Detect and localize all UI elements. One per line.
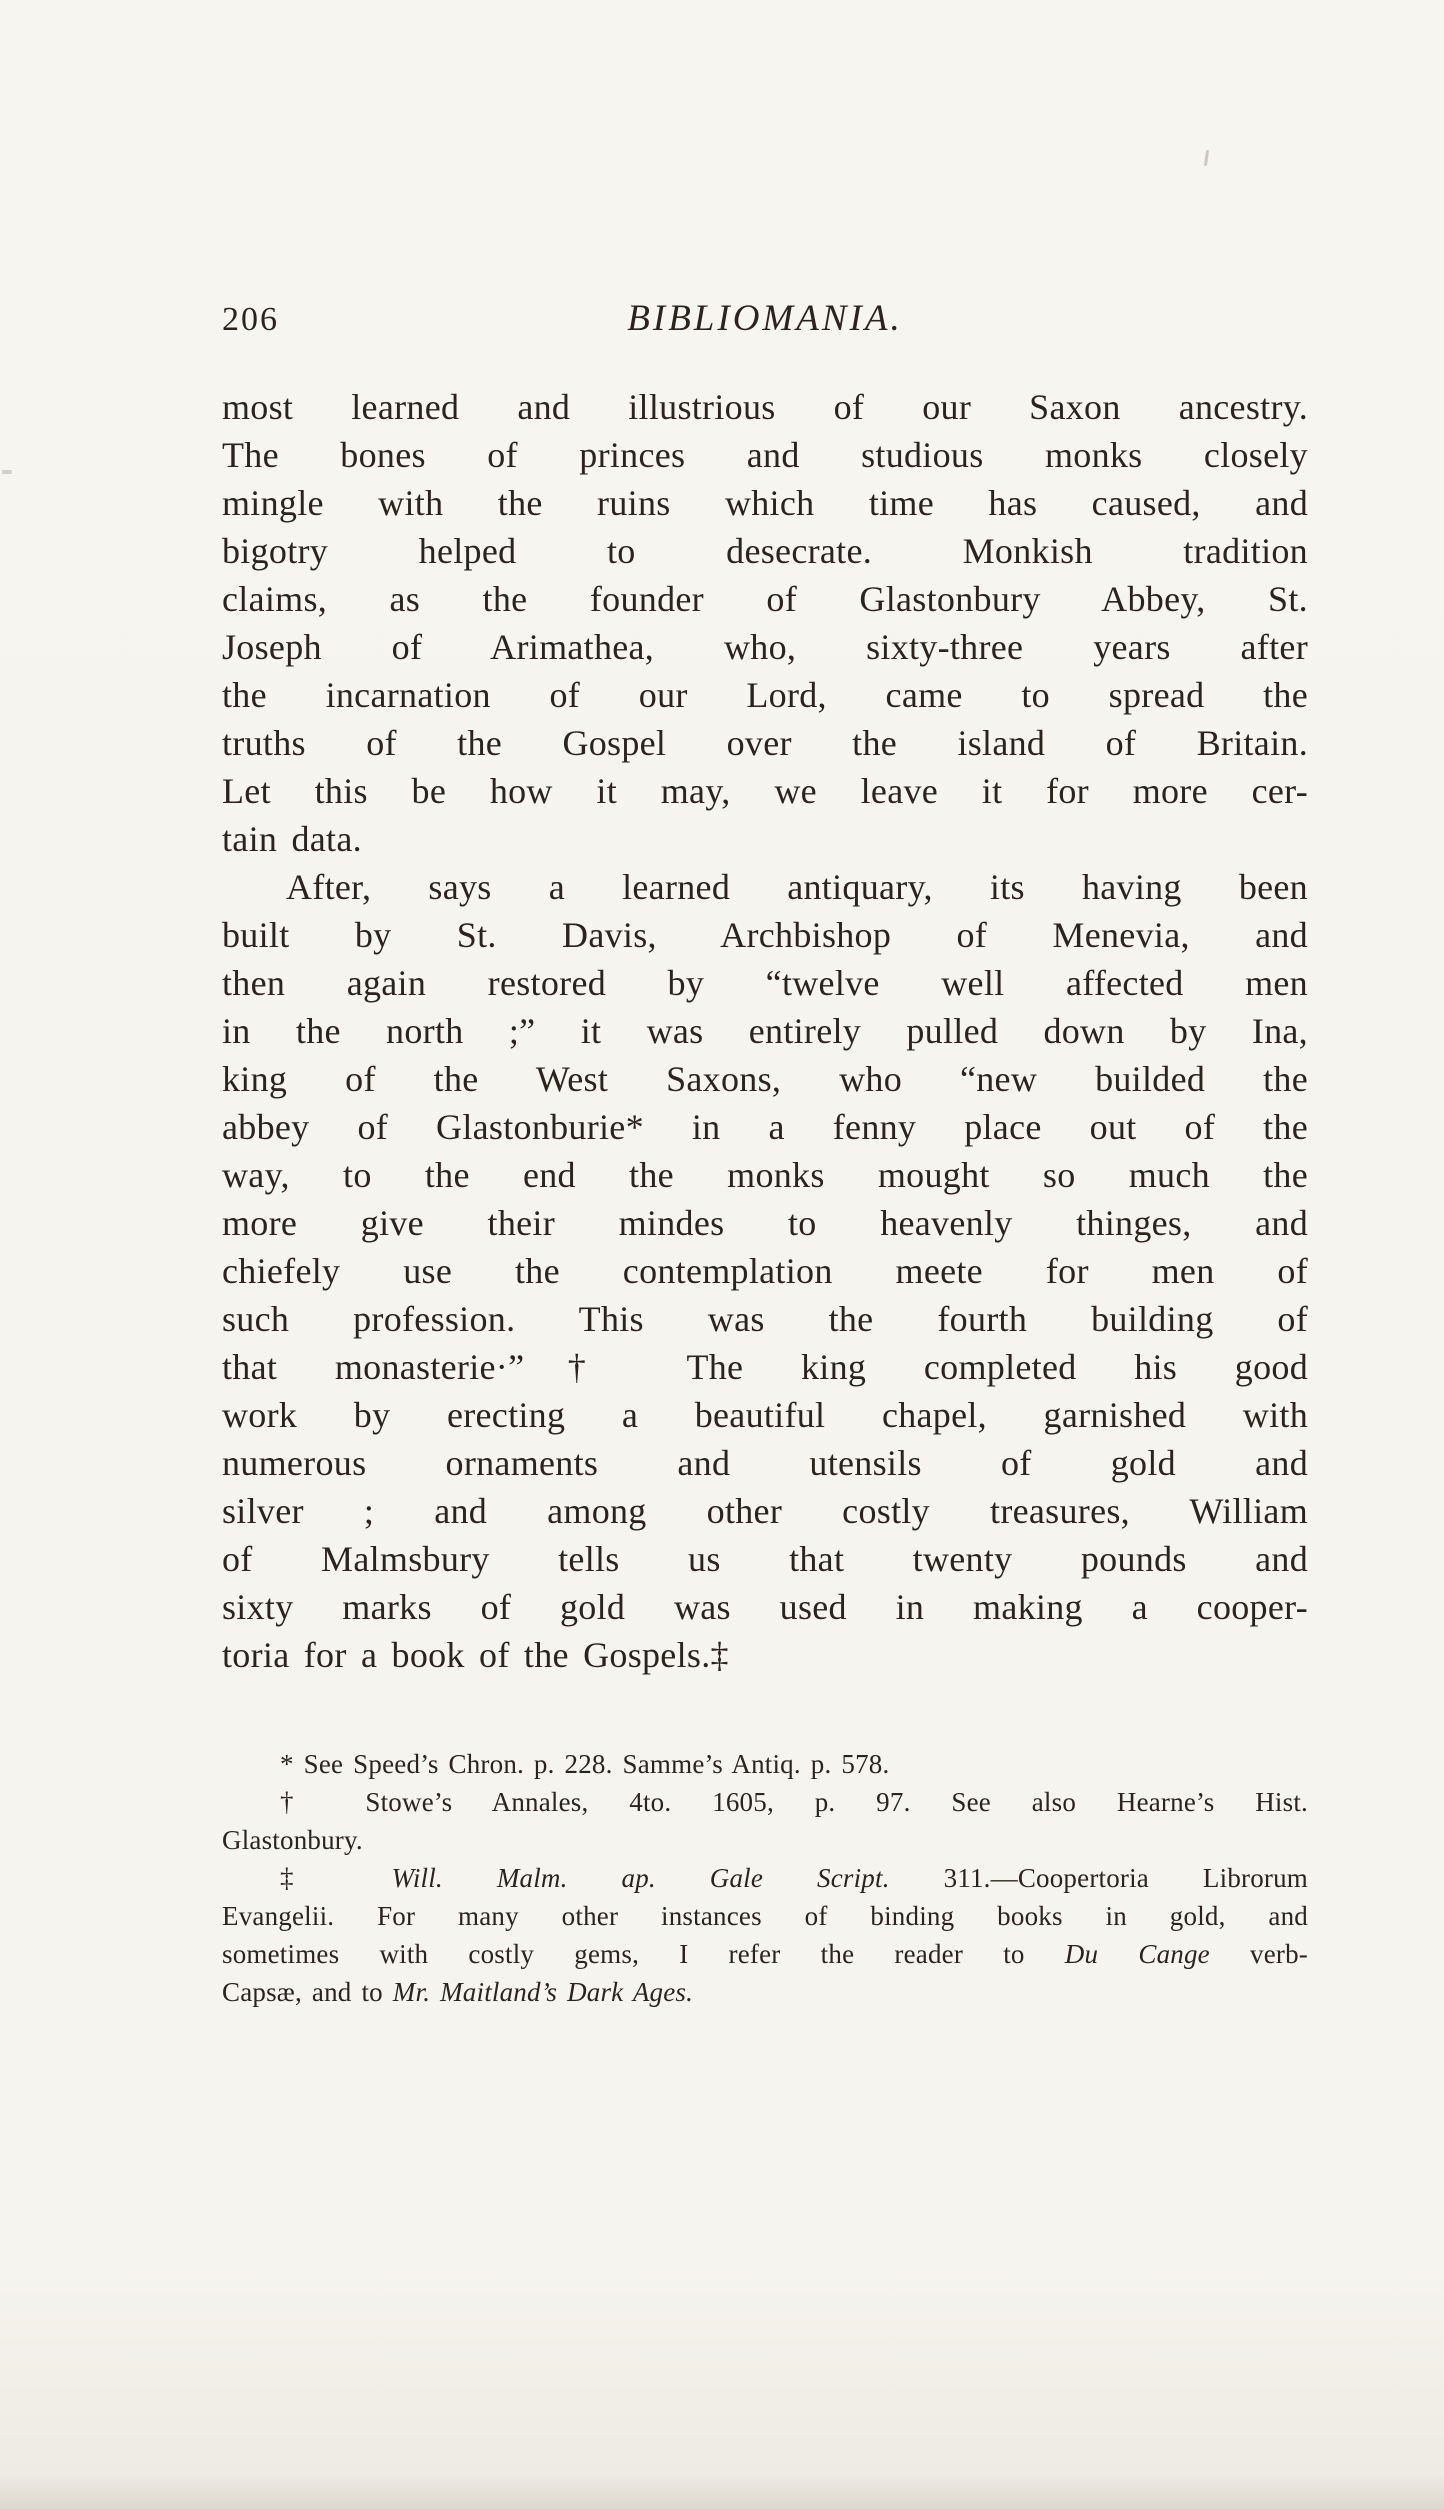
body-line: Let this be how it may, we leave it for more cer- — [222, 771, 1308, 811]
footnote-line — [222, 1897, 1308, 1935]
body-line: then again restored by “twelve well affected men — [222, 963, 1308, 1003]
paragraph — [222, 383, 1308, 863]
page-header — [222, 297, 1308, 347]
footnote-text: verb- — [1209, 1939, 1308, 1969]
body-line: chiefely use the contemplation meete for men of — [222, 1251, 1308, 1291]
body-line: toria for a book of the Gospels.‡ — [222, 1635, 729, 1675]
footnote-text: sometimes with costly gems, I refer the reader to — [222, 1939, 1065, 1969]
body-line: king of the West Saxons, who “new builded the — [222, 1059, 1308, 1099]
body-line: bigotry helped to desecrate. Monkish tradition — [222, 531, 1308, 571]
body-line: The bones of princes and studious monks closely — [222, 435, 1308, 475]
page-number: 206 — [222, 301, 279, 338]
running-head: BIBLIOMANIA. — [627, 298, 903, 339]
footnote-line — [222, 1821, 1308, 1859]
body-line: of Malmsbury tells us that twenty pounds and — [222, 1539, 1308, 1579]
body-line: abbey of Glastonburie* in a fenny place out of the — [222, 1107, 1308, 1147]
body-line: more give their mindes to heavenly thinges, and — [222, 1203, 1308, 1243]
body-line: that monasterie·”† The king completed his good — [222, 1347, 1308, 1387]
footnote-line — [222, 1935, 1308, 1973]
body-line: built by St. Davis, Archbishop of Menevia, and — [222, 915, 1308, 955]
body-line: truths of the Gospel over the island of Britain. — [222, 723, 1308, 763]
body-line: Joseph of Arimathea, who, sixty-three years after — [222, 627, 1308, 667]
body-text — [222, 383, 1308, 1679]
footnotes — [222, 1745, 1308, 2011]
footnote-italic-text: Mr. Maitland’s Dark Ages. — [392, 1977, 694, 2007]
body-line: the incarnation of our Lord, came to spread the — [222, 675, 1308, 715]
footnote-line — [222, 1859, 1308, 1897]
footnote-italic-text: Will. Malm. ap. Gale Script. — [391, 1863, 890, 1893]
body-line: work by erecting a beautiful chapel, garnished with — [222, 1395, 1308, 1435]
body-line: most learned and illustrious of our Saxon ancestry. — [222, 387, 1308, 427]
footnote-line — [222, 1973, 1308, 2011]
footnote-italic-text: Du Cange — [1064, 1939, 1210, 1969]
footnote-text: Capsæ, and to — [222, 1977, 393, 2007]
body-line: such profession. This was the fourth building of — [222, 1299, 1308, 1339]
footnote-text: * See Speed’s Chron. p. 228. Samme’s Antiq. p. 578. — [280, 1749, 890, 1779]
body-line: tain data. — [222, 819, 362, 859]
paragraph — [222, 863, 1308, 1679]
scan-artifact — [2, 470, 12, 474]
body-line: After, says a learned antiquary, its having been — [286, 867, 1308, 907]
footnote-line — [222, 1745, 1308, 1783]
footnote-text: 311.—Coopertoria Librorum — [889, 1863, 1308, 1893]
scan-artifact — [1204, 150, 1209, 166]
footnote-text: Evangelii. For many other instances of binding books in gold, and — [222, 1901, 1308, 1931]
body-line: sixty marks of gold was used in making a cooper- — [222, 1587, 1308, 1627]
body-line: numerous ornaments and utensils of gold and — [222, 1443, 1308, 1483]
footnote-text: † Stowe’s Annales, 4to. 1605, p. 97. See also Hearne’s Hist. — [280, 1787, 1308, 1817]
body-line: in the north ;” it was entirely pulled down by Ina, — [222, 1011, 1308, 1051]
body-line: mingle with the ruins which time has caused, and — [222, 483, 1308, 523]
footnote-text: ‡ — [280, 1863, 392, 1893]
footnote-text: Glastonbury. — [222, 1825, 363, 1855]
body-line: way, to the end the monks mought so much the — [222, 1155, 1308, 1195]
footnote-line — [222, 1783, 1308, 1821]
body-line: silver ; and among other costly treasures, William — [222, 1491, 1308, 1531]
body-line: claims, as the founder of Glastonbury Abbey, St. — [222, 579, 1308, 619]
